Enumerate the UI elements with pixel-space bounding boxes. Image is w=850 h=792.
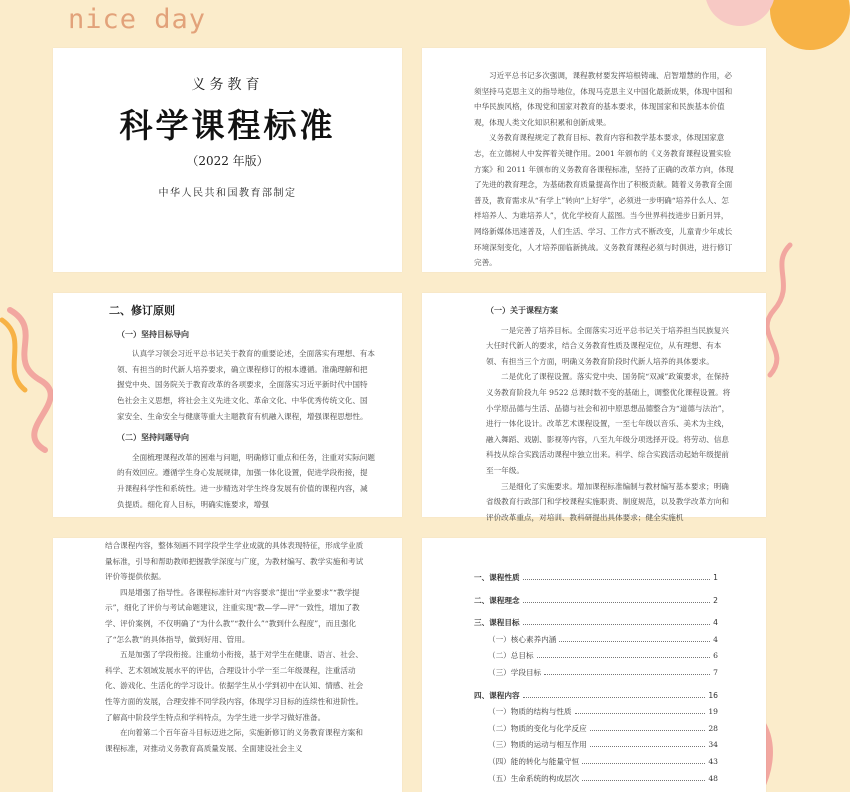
principles-page: [53, 293, 402, 517]
preface-page: [422, 48, 766, 272]
paragraph: 义务教育课程规定了教育目标、教育内容和教学基本要求，体现国家意志，在立德树人中发挥着关键作用。2001 年颁布的《义务教育课程设置实验方案》和 2011 年颁布的义务教育各课程标准，坚持了正确的改革方向，体现了先进的教育理念，为基础教育质量提高作出了积极贡献。随着义务教育全面普及，教育需求从“有学上”转向“上好学”，必须进一步明确“培养什么人、怎样培养人、为谁培养人”，优化学校育人蓝图。当今世界科技进步日新月异，网络新媒体迅速普及，人们生活、学习、工作方式不断改变，儿童青少年成长环境深刻变化，人才培养面临新挑战。义务教育课程必须与时俱进，进行修订完善。: [474, 133, 734, 268]
toc-item[interactable]: （一）物质的结构与性质 19: [488, 707, 718, 717]
guidance-page: [53, 538, 402, 792]
cover-publisher: 中华人民共和国教育部制定: [158, 188, 297, 199]
toc-item[interactable]: （五）生命系统的构成层次 48: [488, 773, 718, 783]
orange-circle-decoration: [770, 0, 850, 50]
cover-title: 科学课程标准: [119, 106, 336, 145]
toc-item[interactable]: 三、课程目标 4: [474, 618, 718, 628]
subsection-title: （二）坚持问题导向: [117, 433, 189, 443]
paragraph: 三是细化了实施要求。增加课程标准编制与教材编写基本要求；明确省级教育行政部门和学校课程实施职责、制度规范，以及教学改革方向和评价改革重点，对培训、教科研提出具体要求；健全实施机: [486, 481, 729, 522]
cover-page: [53, 48, 402, 272]
paragraph: 认真学习领会习近平总书记关于教育的重要论述，全面落实有理想、有本领、有担当的时代新人培养要求，确立课程修订的根本遵循。准确理解和把握党中央、国务院关于教育改革的各项要求，全面落实习近平新时代中国特色社会主义思想，将社会主义先进文化、革命文化、中华优秀传统文化、国家安全、生命安全与健康等重大主题教育有机融入课程，增强课程思想性。: [117, 349, 375, 421]
paragraph: 结合课程内容，整体刻画不同学段学生学业成就的具体表现特征，形成学业质量标准，引导和帮助教师把握教学深度与广度，为教材编写、教学实施和考试评价等提供依据。: [105, 541, 364, 582]
section-title: 二、修订原则: [109, 304, 175, 317]
toc-item[interactable]: 二、课程理念 2: [474, 595, 718, 605]
subsection-title: （一）坚持目标导向: [117, 329, 189, 339]
toc-item[interactable]: （一）核心素养内涵 4: [488, 634, 718, 644]
curriculum-plan-page: [422, 293, 766, 522]
table-of-contents: [474, 572, 718, 789]
paragraph: 四是增强了指导性。各课程标准针对“内容要求”提出“学业要求”“教学提示”，细化了评价与考试命题建议，注重实现“教—学—评”一致性，增加了教学、评价案例，不仅明确了“为什么教”“教什么”“教到什么程度”，而且强化了“怎么教”的具体指导，做到好用、管用。: [105, 587, 360, 644]
cover-subtitle: 义务教育: [191, 77, 264, 93]
table-of-contents-page: [422, 538, 766, 792]
paragraph: 一是完善了培养目标。全面落实习近平总书记关于培养担当民族复兴大任时代新人的要求，结合义务教育性质及课程定位，从有理想、有本领、有担当三个方面，明确义务教育阶段时代新人培养的具体要求。: [486, 325, 729, 366]
toc-item[interactable]: 四、课程内容 16: [474, 690, 718, 700]
toc-item[interactable]: （三）学段目标 7: [488, 667, 718, 677]
paragraph: 习近平总书记多次强调，课程教材要发挥培根铸魂、启智增慧的作用，必须坚持马克思主义的指导地位，体现马克思主义中国化最新成果，体现中国和中华民族风格，体现党和国家对教育的基本要求，体现国家和民族基本价值观，体现人类文化知识积累和创新成果。: [474, 71, 733, 127]
cover-edition: （2022 年版）: [186, 154, 269, 168]
toc-item[interactable]: （二）总目标 6: [488, 651, 718, 661]
paragraph: 全面梳理课程改革的困难与问题，明确修订重点和任务，注重对实际问题的有效回应。遵循学生身心发展规律，加强一体化设置，促进学段衔接，提升课程科学性和系统性。进一步精选对学生终身发展有价值的课程内容，减负提质。细化育人目标，明确实施要求，增强: [117, 452, 375, 509]
squiggle-left-decoration: [0, 300, 60, 460]
toc-item[interactable]: （二）物质的变化与化学反应 28: [488, 723, 718, 733]
toc-item[interactable]: （三）物质的运动与相互作用 34: [488, 740, 718, 750]
nice-day-title: nice day: [68, 4, 207, 35]
toc-item[interactable]: 一、课程性质 1: [474, 573, 718, 582]
paragraph: 五是加强了学段衔接。注重幼小衔接，基于对学生在健康、语言、社会、科学、艺术领域发展水平的评估，合理设计小学一至二年级课程，注重活动化、游戏化、生活化的学习设计。依据学生从小学到初中在认知、情感、社会性等方面的发展，合理安排不同学段内容，体现学习目标的连续性和进阶性。了解高中阶段学生特点和学科特点，为学生进一步学习做好准备。: [105, 650, 364, 722]
paragraph: 在向着第二个百年奋斗目标迈进之际，实施新修订的义务教育课程方案和课程标准，对推动义务教育高质量发展、全面建设社会主义: [105, 728, 363, 753]
paragraph: 二是优化了课程设置。落实党中央、国务院“双减”政策要求，在保持义务教育阶段九年 9522 总课时数不变的基础上，调整优化课程设置。将小学原品德与生活、品德与社会和初中原思想品德整合为“道德与法治”，进行一体化设计。改革艺术课程设置，一至七年级以音乐、美术为主线，融入舞蹈、戏剧、影视等内容，八至九年级分项选择开设。将劳动、信息科技从综合实践活动课程中独立出来。科学、综合实践活动起始年级提前至一年级。: [486, 372, 731, 475]
toc-item[interactable]: （四）能的转化与能量守恒 43: [488, 756, 718, 766]
pink-blob-decoration: [705, 0, 775, 26]
subsection-title: （一）关于课程方案: [486, 306, 558, 315]
